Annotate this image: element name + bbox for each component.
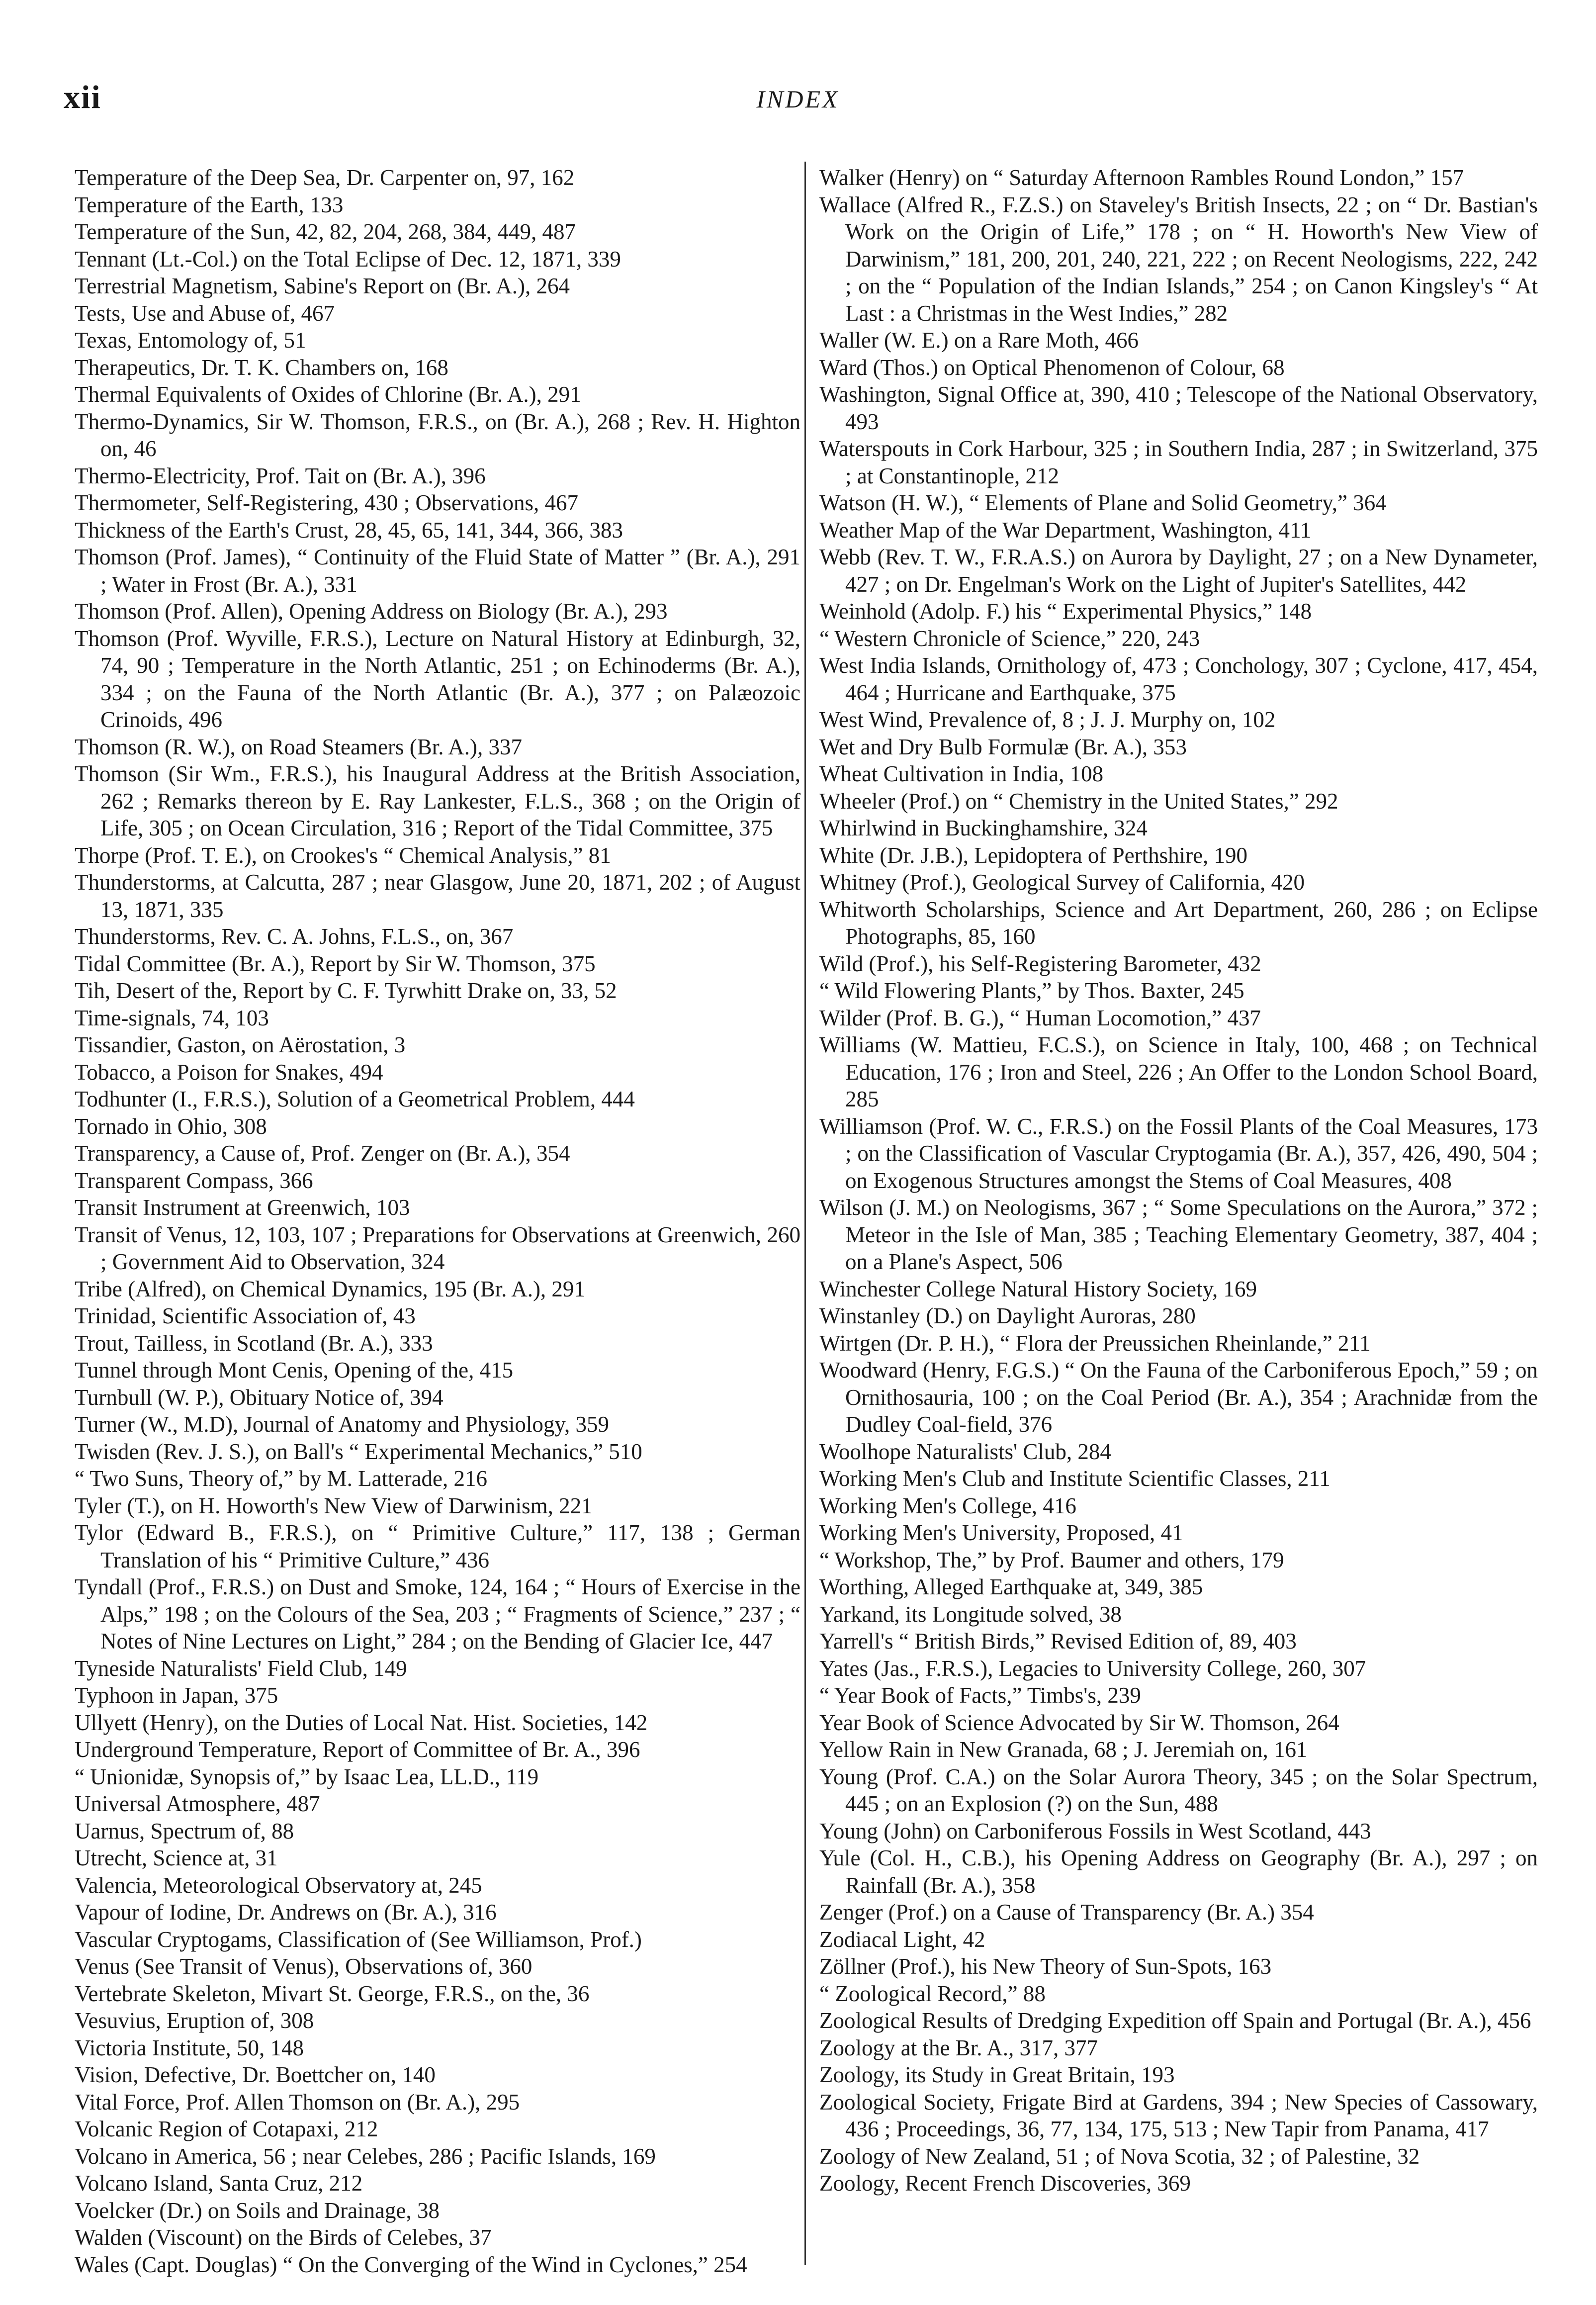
index-entry: Wild (Prof.), his Self-Registering Barometer, 432 [819,951,1261,976]
index-entry: “ Unionidæ, Synopsis of,” by Isaac Lea, LL.D., 119 [75,1764,539,1789]
index-entry: “ Workshop, The,” by Prof. Baumer and others, 179 [819,1547,1284,1572]
index-entry: “ Wild Flowering Plants,” by Thos. Baxter, 245 [819,978,1244,1003]
index-entry: Vital Force, Prof. Allen Thomson on (Br. A.), 295 [75,2089,520,2115]
index-entry: Williamson (Prof. W. C., F.R.S.) on the Fossil Plants of the Coal Measures, 173 ; on the Classification of Vascular Cryptogamia (Br. A.), 357, 426, 490, 504 ; on Exogenous Structures amongst the Stems of Coal Measures, 408 [819,1113,1538,1193]
left-column [75,164,800,2278]
index-entry: “ Two Suns, Theory of,” by M. Latterade, 216 [75,1466,488,1491]
index-entry: Wales (Capt. Douglas) “ On the Converging of the Wind in Cyclones,” 254 [75,2252,747,2277]
index-entry: Young (Prof. C.A.) on the Solar Aurora Theory, 345 ; on the Solar Spectrum, 445 ; on an Explosion (?) on the Sun, 488 [819,1764,1538,1816]
index-entry: Wheat Cultivation in India, 108 [819,761,1104,786]
running-head: INDEX [756,85,840,113]
index-entry: Trout, Tailless, in Scotland (Br. A.), 333 [75,1330,433,1356]
index-entry: Terrestrial Magnetism, Sabine's Report on (Br. A.), 264 [75,274,570,298]
index-entry: Thickness of the Earth's Crust, 28, 45, 65, 141, 344, 366, 383 [75,517,623,543]
index-entry: Vapour of Iodine, Dr. Andrews on (Br. A.), 316 [75,1900,497,1925]
index-entry: Tidal Committee (Br. A.), Report by Sir W. Thomson, 375 [75,951,596,976]
index-entry: Zöllner (Prof.), his New Theory of Sun-Spots, 163 [819,1954,1272,1979]
index-entry: Transit of Venus, 12, 103, 107 ; Preparations for Observations at Greenwich, 260 ; Government Aid to Observation, 324 [75,1222,800,1274]
index-entry: Webb (Rev. T. W., F.R.A.S.) on Aurora by Daylight, 27 ; on a New Dynameter, 427 ; on Dr. Engelman's Work on the Light of Jupiter's Satellites, 442 [819,545,1538,597]
index-entry: Thermo-Dynamics, Sir W. Thomson, F.R.S., on (Br. A.), 268 ; Rev. H. Highton on, 46 [75,409,800,461]
index-entry: Thomson (R. W.), on Road Steamers (Br. A.), 337 [75,734,522,759]
index-entry: Thorpe (Prof. T. E.), on Crookes's “ Chemical Analysis,” 81 [75,842,611,868]
index-entry: Waller (W. E.) on a Rare Moth, 466 [819,328,1139,353]
index-entry: Volcanic Region of Cotapaxi, 212 [75,2117,378,2141]
index-entry: “ Year Book of Facts,” Timbs's, 239 [819,1683,1141,1708]
index-entry: Zoological Results of Dredging Expedition off Spain and Portugal (Br. A.), 456 [819,2008,1531,2033]
index-entry: Texas, Entomology of, 51 [75,328,306,353]
index-entry: Wet and Dry Bulb Formulæ (Br. A.), 353 [819,734,1187,759]
index-entry: “ Western Chronicle of Science,” 220, 243 [819,626,1200,651]
index-entry: Thomson (Prof. Wyville, F.R.S.), Lecture on Natural History at Edinburgh, 32, 74, 90 ; Temperature in the North Atlantic, 251 ; on Echinoderms (Br. A.), 334 ; on the Fauna of the North Atlantic (Br. A.), 377 ; on Palæozoic Crinoids, 496 [75,626,800,732]
index-entry: Vision, Defective, Dr. Boettcher on, 140 [75,2062,436,2087]
index-entry: Working Men's College, 416 [819,1493,1076,1518]
index-entry: Volcano Island, Santa Cruz, 212 [75,2171,363,2196]
index-entry: Time-signals, 74, 103 [75,1005,269,1030]
index-entry: Utrecht, Science at, 31 [75,1845,278,1870]
index-entry: Temperature of the Deep Sea, Dr. Carpenter on, 97, 162 [75,165,575,190]
index-entry: Watson (H. W.), “ Elements of Plane and Solid Geometry,” 364 [819,490,1387,515]
index-entry: Venus (See Transit of Venus), Observations of, 360 [75,1954,532,1979]
index-entry: Working Men's University, Proposed, 41 [819,1520,1183,1545]
page-number: xii [64,79,101,115]
index-entry: Woolhope Naturalists' Club, 284 [819,1439,1111,1464]
index-entry: Vesuvius, Eruption of, 308 [75,2008,314,2033]
index-entry: Tissandier, Gaston, on Aërostation, 3 [75,1032,406,1057]
index-entry: Thermal Equivalents of Oxides of Chlorine (Br. A.), 291 [75,382,581,407]
index-entry: Valencia, Meteorological Observatory at, 245 [75,1872,482,1898]
index-entry: Tylor (Edward B., F.R.S.), on “ Primitive Culture,” 117, 138 ; German Translation of his “ Primitive Culture,” 436 [75,1520,800,1572]
index-entry: Yellow Rain in New Granada, 68 ; J. Jeremiah on, 161 [819,1737,1308,1762]
index-entry: Voelcker (Dr.) on Soils and Drainage, 38 [75,2198,440,2223]
index-entry: Tunnel through Mont Cenis, Opening of the, 415 [75,1358,514,1383]
index-entry: Weather Map of the War Department, Washington, 411 [819,517,1312,543]
index-entry: Walker (Henry) on “ Saturday Afternoon Rambles Round London,” 157 [819,165,1464,190]
index-entry: Washington, Signal Office at, 390, 410 ; Telescope of the National Observatory, 493 [819,382,1538,434]
index-entry: Zoology at the Br. A., 317, 377 [819,2035,1098,2060]
index-entry: Waterspouts in Cork Harbour, 325 ; in Southern India, 287 ; in Switzerland, 375 ; at Constantinople, 212 [819,436,1538,488]
index-entry: Wilson (J. M.) on Neologisms, 367 ; “ Some Speculations on the Aurora,” 372 ; Meteor in the Isle of Man, 385 ; Teaching Elementary Geometry, 387, 404 ; on a Plane's Aspect, 506 [819,1195,1538,1274]
index-entry: Underground Temperature, Report of Committee of Br. A., 396 [75,1737,640,1762]
index-entry: Tribe (Alfred), on Chemical Dynamics, 195 (Br. A.), 291 [75,1276,585,1301]
index-entry: Transparent Compass, 366 [75,1168,313,1193]
index-entry: Thomson (Prof. James), “ Continuity of the Fluid State of Matter ” (Br. A.), 291 ; Water in Frost (Br. A.), 331 [75,545,800,597]
index-entry: Winstanley (D.) on Daylight Auroras, 280 [819,1303,1196,1328]
index-entry: West India Islands, Ornithology of, 473 ; Conchology, 307 ; Cyclone, 417, 454, 464 ; Hurricane and Earthquake, 375 [819,653,1538,705]
index-entry: Working Men's Club and Institute Scientific Classes, 211 [819,1466,1330,1491]
index-entry: Tyler (T.), on H. Howorth's New View of Darwinism, 221 [75,1493,593,1518]
index-entry: Zoological Society, Frigate Bird at Gardens, 394 ; New Species of Cassowary, 436 ; Proceedings, 36, 77, 134, 175, 513 ; New Tapir from Panama, 417 [819,2089,1538,2141]
index-entry: “ Zoological Record,” 88 [819,1981,1046,2006]
index-entry: Temperature of the Sun, 42, 82, 204, 268, 384, 449, 487 [75,219,576,244]
index-entry: Typhoon in Japan, 375 [75,1683,278,1708]
index-entry: Whitworth Scholarships, Science and Art Department, 260, 286 ; on Eclipse Photographs, 85, 160 [819,897,1538,949]
index-entry: Wirtgen (Dr. P. H.), “ Flora der Preussichen Rheinlande,” 211 [819,1330,1371,1356]
index-entry: Whirlwind in Buckinghamshire, 324 [819,816,1148,840]
index-entry: Williams (W. Mattieu, F.C.S.), on Science in Italy, 100, 468 ; on Technical Education, 176 ; Iron and Steel, 226 ; An Offer to the London School Board, 285 [819,1032,1538,1111]
index-entry: Wilder (Prof. B. G.), “ Human Locomotion,” 437 [819,1005,1261,1030]
index-entry: Thunderstorms, Rev. C. A. Johns, F.L.S., on, 367 [75,924,514,949]
index-entry: Tyneside Naturalists' Field Club, 149 [75,1656,407,1681]
index-entry: Therapeutics, Dr. T. K. Chambers on, 168 [75,355,448,380]
index-entry: Wheeler (Prof.) on “ Chemistry in the United States,” 292 [819,788,1338,814]
index-entry: Vertebrate Skeleton, Mivart St. George, F.R.S., on the, 36 [75,1981,590,2006]
index-entry: Tobacco, a Poison for Snakes, 494 [75,1059,383,1085]
index-entry: Zenger (Prof.) on a Cause of Transparency (Br. A.) 354 [819,1900,1314,1925]
index-entry: Thomson (Prof. Allen), Opening Address on Biology (Br. A.), 293 [75,599,668,624]
index-entry: Yates (Jas., F.R.S.), Legacies to University College, 260, 307 [819,1656,1366,1681]
right-column [819,164,1538,2197]
index-entry: Young (John) on Carboniferous Fossils in West Scotland, 443 [819,1818,1371,1844]
index-entry: Victoria Institute, 50, 148 [75,2035,304,2060]
index-entry: Tornado in Ohio, 308 [75,1113,267,1139]
index-entry: Woodward (Henry, F.G.S.) “ On the Fauna of the Carboniferous Epoch,” 59 ; on Ornithosauria, 100 ; on the Coal Period (Br. A.), 354 ; Arachnidæ from the Dudley Coal-field, 376 [819,1358,1538,1437]
index-entry: West Wind, Prevalence of, 8 ; J. J. Murphy on, 102 [819,707,1276,732]
index-entry: Worthing, Alleged Earthquake at, 349, 385 [819,1574,1203,1599]
index-entry: Zoology of New Zealand, 51 ; of Nova Scotia, 32 ; of Palestine, 32 [819,2143,1420,2169]
index-entry: Temperature of the Earth, 133 [75,192,344,217]
index-entry: Yarrell's “ British Birds,” Revised Edition of, 89, 403 [819,1629,1297,1654]
index-entry: Turnbull (W. P.), Obituary Notice of, 394 [75,1384,443,1410]
index-entry: Yule (Col. H., C.B.), his Opening Address on Geography (Br. A.), 297 ; on Rainfall (Br. A.), 358 [819,1845,1538,1898]
index-entry: Winchester College Natural History Society, 169 [819,1276,1257,1301]
index-entry: Thermo-Electricity, Prof. Tait on (Br. A.), 396 [75,463,486,488]
index-entry: Volcano in America, 56 ; near Celebes, 286 ; Pacific Islands, 169 [75,2143,656,2169]
index-entry: Zodiacal Light, 42 [819,1927,985,1952]
index-entry: Ullyett (Henry), on the Duties of Local Nat. Hist. Societies, 142 [75,1710,648,1735]
index-entry: Todhunter (I., F.R.S.), Solution of a Geometrical Problem, 444 [75,1087,635,1111]
index-entry: Transit Instrument at Greenwich, 103 [75,1195,410,1220]
index-entry: Uarnus, Spectrum of, 88 [75,1818,294,1844]
index-entry: Ward (Thos.) on Optical Phenomenon of Colour, 68 [819,355,1285,380]
index-entry: Tih, Desert of the, Report by C. F. Tyrwhitt Drake on, 33, 52 [75,978,617,1003]
index-entry: Whitney (Prof.), Geological Survey of California, 420 [819,870,1305,895]
index-entry: Thermometer, Self-Registering, 430 ; Observations, 467 [75,490,578,515]
index-entry: Thomson (Sir Wm., F.R.S.), his Inaugural Address at the British Association, 262 ; Remarks thereon by E. Ray Lankester, F.L.S., 368 ; on the Origin of Life, 305 ; on Ocean Circulation, 316 ; Report of the Tidal Committee, 375 [75,761,800,840]
index-entry: Weinhold (Adolp. F.) his “ Experimental Physics,” 148 [819,599,1312,624]
index-entry: Transparency, a Cause of, Prof. Zenger on (Br. A.), 354 [75,1141,570,1166]
index-entry: Wallace (Alfred R., F.Z.S.) on Staveley's British Insects, 22 ; on “ Dr. Bastian's Work on the Origin of Life,” 178 ; on “ H. Howorth's New View of Darwinism,” 181, 200, 201, 240, 221, 222 ; on Recent Neologisms, 222, 242 ; on the “ Population of the Indian Islands,” 254 ; on Canon Kingsley's “ At Last : a Christmas in the West Indies,” 282 [819,192,1538,326]
index-entry: White (Dr. J.B.), Lepidoptera of Perthshire, 190 [819,842,1248,868]
index-entry: Zoology, Recent French Discoveries, 369 [819,2171,1191,2196]
index-entry: Walden (Viscount) on the Birds of Celebes, 37 [75,2225,492,2250]
index-entry: Tyndall (Prof., F.R.S.) on Dust and Smoke, 124, 164 ; “ Hours of Exercise in the Alps,” 198 ; on the Colours of the Sea, 203 ; “ Fragments of Science,” 237 ; “ Notes of Nine Lectures on Light,” 284 ; on the Bending of Glacier Ice, 447 [75,1574,800,1654]
column-divider [804,162,806,2265]
index-entry: Zoology, its Study in Great Britain, 193 [819,2062,1175,2087]
index-entry: Tests, Use and Abuse of, 467 [75,300,335,326]
index-entry: Twisden (Rev. J. S.), on Ball's “ Experimental Mechanics,” 510 [75,1439,642,1464]
index-entry: Turner (W., M.D), Journal of Anatomy and Physiology, 359 [75,1412,609,1437]
index-entry: Year Book of Science Advocated by Sir W. Thomson, 264 [819,1710,1339,1735]
index-entry: Trinidad, Scientific Association of, 43 [75,1303,416,1328]
index-entry: Universal Atmosphere, 487 [75,1791,320,1816]
index-entry: Tennant (Lt.-Col.) on the Total Eclipse of Dec. 12, 1871, 339 [75,246,621,272]
index-entry: Thunderstorms, at Calcutta, 287 ; near Glasgow, June 20, 1871, 202 ; of August 13, 1871, 335 [75,870,800,922]
index-entry: Vascular Cryptogams, Classification of (See Williamson, Prof.) [75,1927,642,1952]
index-entry: Yarkand, its Longitude solved, 38 [819,1601,1122,1627]
